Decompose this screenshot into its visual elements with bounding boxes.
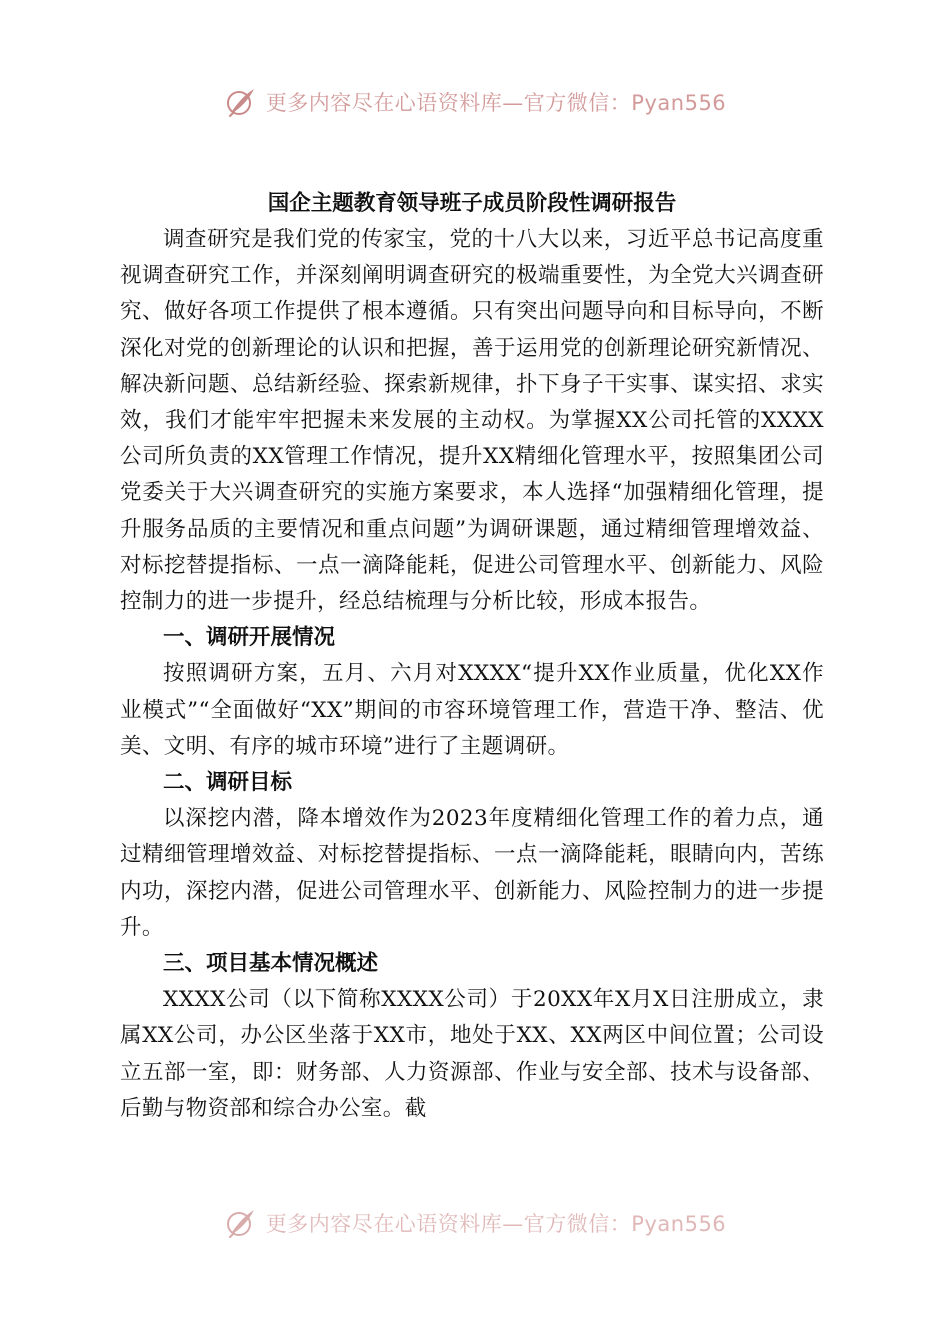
section-heading-2: 二、调研目标 xyxy=(163,770,293,796)
section-heading-1: 一、调研开展情况 xyxy=(163,625,336,651)
section-paragraph-1: 按照调研方案，五月、六月对XXXX“提升XX作业质量，优化XX作业模式”“全面做好“XX”期间的市容环境管理工作，营造干净、整洁、优美、文明、有序的城市环境”进行了主题调研。 xyxy=(120,661,824,759)
watermark-text: 更多内容尽在心语资料库—官方微信：Pyan556 xyxy=(265,1212,727,1236)
document-title: 国企主题教育领导班子成员阶段性调研报告 xyxy=(267,191,677,216)
watermark-header xyxy=(0,82,950,122)
intro-paragraph: 调查研究是我们党的传家宝，党的十八大以来，习近平总书记高度重视调查研究工作，并深刻阐明调查研究的极端重要性，为全党大兴调查研究、做好各项工作提供了根本遵循。只有突出问题导向和目标导向，不断深化对党的创新理论的认识和把握，善于运用党的创新理论研究新情况、解决新问题、总结新经验、探索新规律，扑下身子干实事、谋实招、求实效，我们才能牢牢把握未来发展的主动权。为掌握XX公司托管的XXXX公司所负责的XX管理工作情况，提升XX精细化管理水平，按照集团公司党委关于大兴调查研究的实施方案要求，本人选择“加强精细化管理，提升服务品质的主要情况和重点问题”为调研课题，通过精细管理增效益、对标挖替提指标、一点一滴降能耗，促进公司管理水平、创新能力、风险控制力的进一步提升，经总结梳理与分析比较，形成本报告。 xyxy=(120,227,824,615)
quill-logo-icon xyxy=(224,85,258,119)
section-heading-3: 三、项目基本情况概述 xyxy=(163,951,379,977)
document-body xyxy=(120,186,824,1127)
section-paragraph-3: XXXX公司（以下简称XXXX公司）于20XX年X月X日注册成立，隶属XX公司，办公区坐落于XX市，地处于XX、XX两区中间位置；公司设立五部一室，即：财务部、人力资源部、作业与安全部、技术与设备部、后勤与物资部和综合办公室。截 xyxy=(120,987,824,1121)
watermark-footer xyxy=(0,1203,950,1243)
section-paragraph-2: 以深挖内潜，降本增效作为2023年度精细化管理工作的着力点，通过精细管理增效益、对标挖替提指标、一点一滴降能耗，眼睛向内，苦练内功，深挖内潜，促进公司管理水平、创新能力、风险控制力的进一步提升。 xyxy=(120,806,824,940)
quill-logo-icon xyxy=(224,1206,258,1240)
watermark-text: 更多内容尽在心语资料库—官方微信：Pyan556 xyxy=(265,91,727,115)
